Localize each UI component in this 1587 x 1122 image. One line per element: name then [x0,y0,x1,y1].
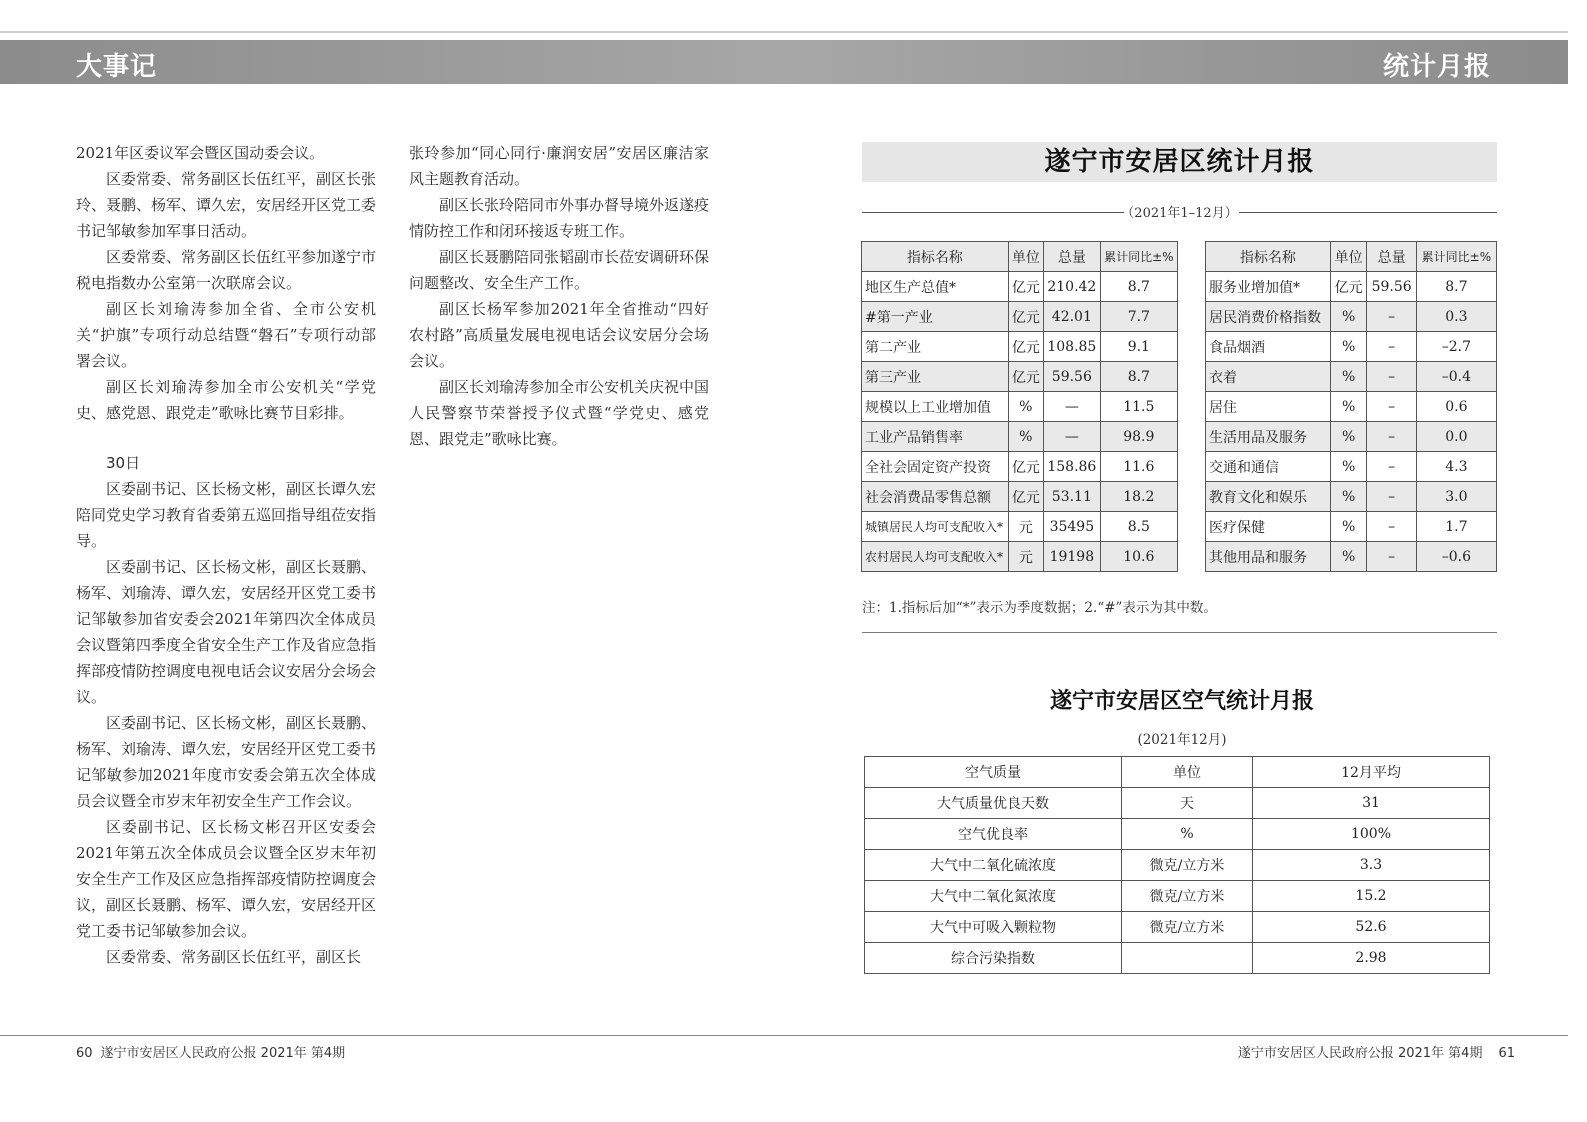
table-row [862,452,1178,482]
indicator-name: 居住 [1206,392,1331,422]
table-row [865,819,1490,850]
table-row [862,422,1178,452]
yoy-cell: 0.6 [1416,392,1496,422]
yoy-cell: 11.5 [1100,392,1177,422]
stats-table-right [1205,241,1497,572]
indicator-name: 农村居民人均可支配收入* [862,542,1009,572]
total-cell: – [1367,332,1416,362]
indicator-name: 地区生产总值* [862,272,1009,302]
table-row [862,482,1178,512]
footer-left [76,1042,353,1061]
unit-cell: 亿元 [1008,362,1043,392]
stats-title-band [862,142,1497,182]
total-cell: — [1044,422,1101,452]
total-cell: – [1367,512,1416,542]
total-cell: – [1367,302,1416,332]
yoy-cell: 98.9 [1100,422,1177,452]
unit-cell: 亿元 [1330,272,1367,302]
unit-cell: % [1122,819,1253,850]
paragraph: 区委常委、常务副区长伍红平参加遂宁市税电指数办公室第一次联席会议。 [76,248,377,292]
publication-name-right: 遂宁市安居区人民政府公报 2021年 第4期 [1237,1046,1483,1061]
column-header: 累计同比±% [1416,242,1496,272]
air-indicator: 大气中二氧化氮浓度 [865,881,1122,912]
table-row [865,912,1490,943]
yoy-cell: 3.0 [1416,482,1496,512]
stats-table-left [861,241,1178,572]
paragraph: 区委副书记、区长杨文彬召开区安委会2021年第五次全体成员会议暨全区岁末年初安全生产工作及区应急指挥部疫情防控调度会议，副区长聂鹏、杨军、谭久宏，安居经开区党工委书记邹敏参加会议。 [76,818,377,940]
table-row [1206,302,1497,332]
section-divider [862,632,1497,633]
unit-cell: 微克/立方米 [1122,850,1253,881]
date-heading: 30日 [106,454,141,472]
table-row [1206,392,1497,422]
table-row [862,512,1178,542]
table-row [862,392,1178,422]
unit-cell: 微克/立方米 [1122,881,1253,912]
unit-cell: 微克/立方米 [1122,912,1253,943]
value-cell: 15.2 [1253,881,1490,912]
total-cell: – [1367,452,1416,482]
unit-cell: 元 [1008,512,1043,542]
total-cell: 35495 [1044,512,1101,542]
indicator-name: 食品烟酒 [1206,332,1331,362]
total-cell: 19198 [1044,542,1101,572]
paragraph: 副区长张玲陪同市外事办督导境外返遂疫情防控工作和闭环接返专班工作。 [409,196,710,240]
divider [1239,212,1497,213]
unit-cell: 天 [1122,788,1253,819]
total-cell: – [1367,542,1416,572]
paragraph: 副区长刘瑜涛参加全省、全市公安机关“护旗”专项行动总结暨“磐石”专项行动部署会议。 [76,300,376,370]
table-header-row [865,757,1490,788]
table-row [862,272,1178,302]
unit-cell: 亿元 [1008,332,1043,362]
paragraph: 副区长刘瑜涛参加全市公安机关庆祝中国人民警察节荣誉授予仪式暨“学党史、感党恩、跟党走”歌咏比赛。 [409,378,710,448]
paragraph: 区委常委、常务副区长伍红平，副区长 [106,948,362,966]
column-header: 单位 [1330,242,1367,272]
table-header-row [862,242,1178,272]
paragraph: 副区长聂鹏陪同张韬副市长莅安调研环保问题整改、安全生产工作。 [409,248,710,292]
column-header: 总量 [1044,242,1101,272]
table-row [1206,452,1497,482]
indicator-name: 教育文化和娱乐 [1206,482,1331,512]
total-cell: 59.56 [1044,362,1101,392]
air-indicator: 综合污染指数 [865,943,1122,974]
air-indicator: 大气中可吸入颗粒物 [865,912,1122,943]
total-cell: 158.86 [1044,452,1101,482]
unit-cell: 亿元 [1008,272,1043,302]
stats-note: 注：1.指标后加“*”表示为季度数据；2.“#”表示为其中数。 [862,600,1217,616]
header-bar [0,40,1568,84]
column-header: 累计同比±% [1100,242,1177,272]
column-header: 总量 [1367,242,1416,272]
total-cell: – [1367,362,1416,392]
paragraph: 张玲参加“同心同行·廉润安居”安居区廉洁家风主题教育活动。 [409,144,709,188]
yoy-cell: 0.3 [1416,302,1496,332]
indicator-name: 社会消费品零售总额 [862,482,1009,512]
indicator-name: 城镇居民人均可支配收入* [862,512,1009,542]
table-row [862,332,1178,362]
indicator-name: 服务业增加值* [1206,272,1331,302]
total-cell: 53.11 [1044,482,1101,512]
unit-cell: % [1330,482,1367,512]
yoy-cell: 9.1 [1100,332,1177,362]
table-row [865,881,1490,912]
unit-cell: % [1330,332,1367,362]
yoy-cell: 7.7 [1100,302,1177,332]
air-quality-table [864,756,1490,974]
table-row [1206,362,1497,392]
page-number-left: 60 [76,1046,93,1061]
value-cell: 3.3 [1253,850,1490,881]
footer-rule [0,1035,1568,1036]
column-header: 单位 [1008,242,1043,272]
total-cell: 108.85 [1044,332,1101,362]
unit-cell: % [1008,392,1043,422]
paragraph: 副区长刘瑜涛参加全市公安机关“学党史、感党恩、跟党走”歌咏比赛节目彩排。 [76,378,376,422]
unit-cell: 元 [1008,542,1043,572]
unit-cell: % [1330,452,1367,482]
stats-title: 遂宁市安居区统计月报 [1044,147,1315,177]
value-cell: 31 [1253,788,1490,819]
value-cell: 2.98 [1253,943,1490,974]
value-cell: 52.6 [1253,912,1490,943]
indicator-name: 工业产品销售率 [862,422,1009,452]
column-header: 空气质量 [865,757,1122,788]
stats-period: （2021年1–12月） [1121,206,1238,221]
unit-cell: 亿元 [1008,452,1043,482]
unit-cell [1122,943,1253,974]
table-row [1206,272,1497,302]
table-row [1206,542,1497,572]
indicator-name: 居民消费价格指数 [1206,302,1331,332]
paragraph: 2021年区委议军会暨区国动委会议。 [76,144,325,162]
yoy-cell: 10.6 [1100,542,1177,572]
paragraph: 区委副书记、区长杨文彬，副区长聂鹏、杨军、刘瑜涛、谭久宏，安居经开区党工委书记邹敏参加2021年度市安委会第五次全体成员会议暨全市岁末年初安全生产工作会议。 [76,714,377,810]
unit-cell: 亿元 [1008,302,1043,332]
unit-cell: % [1330,512,1367,542]
yoy-cell: –2.7 [1416,332,1496,362]
footer-right [1238,1042,1515,1061]
unit-cell: % [1008,422,1043,452]
indicator-name: 衣着 [1206,362,1331,392]
yoy-cell: 8.7 [1100,272,1177,302]
yoy-cell: 0.0 [1416,422,1496,452]
yoy-cell: 8.5 [1100,512,1177,542]
yoy-cell: 8.7 [1416,272,1496,302]
stats-period-line [862,201,1497,223]
unit-cell: % [1330,392,1367,422]
publication-name-left: 遂宁市安居区人民政府公报 2021年 第4期 [100,1046,346,1061]
total-cell: 210.42 [1044,272,1101,302]
section-title-right: 统计月报 [1382,52,1491,82]
chronicle-column-2 [409,140,709,452]
top-rule [0,31,1568,33]
total-cell: – [1367,422,1416,452]
column-header: 指标名称 [1206,242,1331,272]
air-title: 遂宁市安居区空气统计月报 [1049,689,1314,714]
air-indicator: 大气质量优良天数 [865,788,1122,819]
table-row [1206,332,1497,362]
table-row [862,302,1178,332]
column-header: 指标名称 [862,242,1009,272]
total-cell: 59.56 [1367,272,1416,302]
table-row [1206,422,1497,452]
indicator-name: 其他用品和服务 [1206,542,1331,572]
section-title-left: 大事记 [76,52,158,82]
yoy-cell: 1.7 [1416,512,1496,542]
indicator-name: 规模以上工业增加值 [862,392,1009,422]
indicator-name: 全社会固定资产投资 [862,452,1009,482]
total-cell: – [1367,482,1416,512]
yoy-cell: 4.3 [1416,452,1496,482]
indicator-name: 第三产业 [862,362,1009,392]
unit-cell: % [1330,422,1367,452]
yoy-cell: 8.7 [1100,362,1177,392]
air-indicator: 大气中二氧化硫浓度 [865,850,1122,881]
unit-cell: % [1330,302,1367,332]
yoy-cell: 18.2 [1100,482,1177,512]
table-row [865,788,1490,819]
table-row [1206,512,1497,542]
indicator-name: 交通和通信 [1206,452,1331,482]
paragraph: 区委常委、常务副区长伍红平，副区长张玲、聂鹏、杨军、谭久宏，安居经开区党工委书记邹敏参加军事日活动。 [76,170,377,240]
table-row [1206,482,1497,512]
table-row [865,850,1490,881]
yoy-cell: –0.4 [1416,362,1496,392]
indicator-name: 医疗保健 [1206,512,1331,542]
total-cell: – [1367,392,1416,422]
unit-cell: % [1330,362,1367,392]
total-cell: — [1044,392,1101,422]
column-header: 12月平均 [1253,757,1490,788]
paragraph: 副区长杨军参加2021年全省推动“四好农村路”高质量发展电视电话会议安居分会场会议。 [409,300,709,370]
air-period: (2021年12月) [1137,732,1227,748]
page-number-right: 61 [1498,1046,1515,1061]
value-cell: 100% [1253,819,1490,850]
unit-cell: % [1330,542,1367,572]
indicator-name: 第二产业 [862,332,1009,362]
chronicle-column-1 [76,140,376,970]
column-header: 单位 [1122,757,1253,788]
yoy-cell: –0.6 [1416,542,1496,572]
table-row [865,943,1490,974]
table-header-row [1206,242,1497,272]
indicator-name: 生活用品及服务 [1206,422,1331,452]
total-cell: 42.01 [1044,302,1101,332]
table-row [862,362,1178,392]
paragraph: 区委副书记、区长杨文彬，副区长谭久宏陪同党史学习教育省委第五巡回指导组莅安指导。 [76,480,377,550]
paragraph: 区委副书记、区长杨文彬，副区长聂鹏、杨军、刘瑜涛、谭久宏，安居经开区党工委书记邹敏参加省安委会2021年第四次全体成员会议暨第四季度全省安全生产工作及省应急指挥部疫情防控调度电视电话会议安居分会场会议。 [76,558,377,706]
unit-cell: 亿元 [1008,482,1043,512]
table-row [862,542,1178,572]
air-indicator: 空气优良率 [865,819,1122,850]
yoy-cell: 11.6 [1100,452,1177,482]
indicator-name: #第一产业 [862,302,1009,332]
